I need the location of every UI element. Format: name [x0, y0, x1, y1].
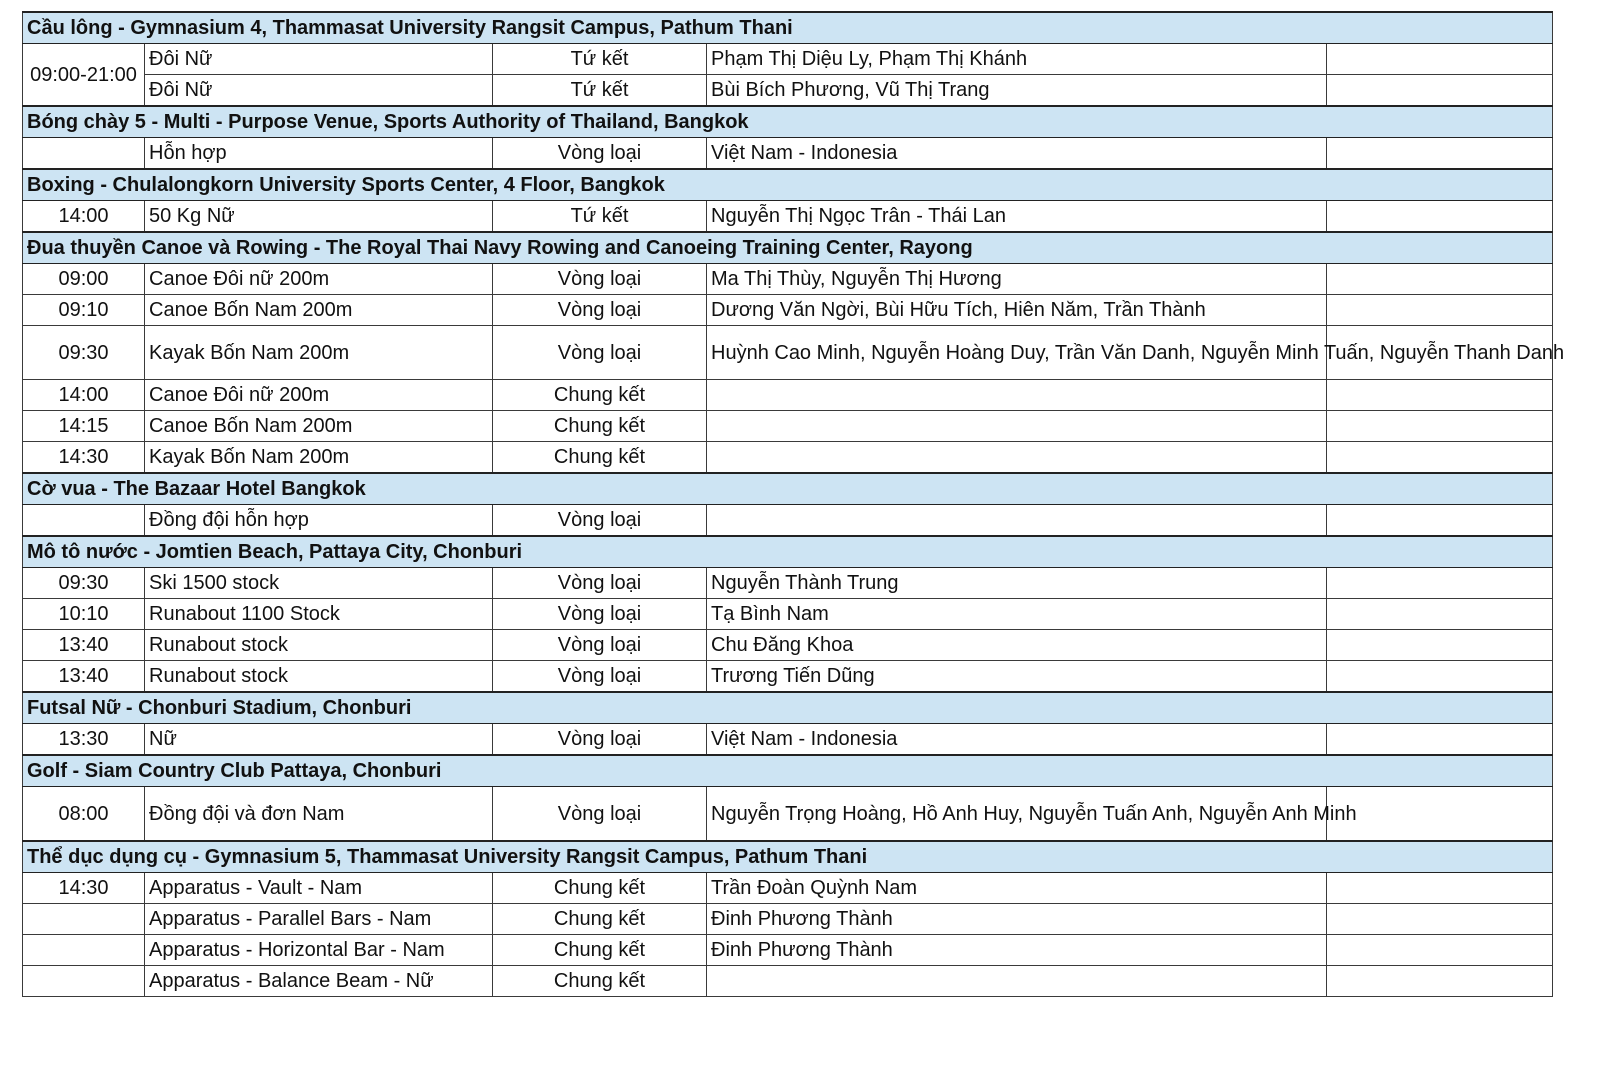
time-cell — [23, 966, 145, 997]
athletes-cell: Trương Tiến Dũng — [707, 661, 1327, 693]
round-cell: Chung kết — [493, 904, 707, 935]
section-title: Golf - Siam Country Club Pattaya, Chonburi — [23, 755, 1553, 787]
empty-cell — [1327, 568, 1553, 599]
table-row — [23, 599, 1553, 630]
event-cell: Đôi Nữ — [145, 44, 493, 75]
time-cell — [23, 935, 145, 966]
round-cell: Vòng loại — [493, 724, 707, 756]
time-cell: 13:40 — [23, 630, 145, 661]
time-cell: 09:30 — [23, 326, 145, 380]
table-row — [23, 787, 1553, 842]
section-header — [23, 12, 1553, 44]
event-cell: Canoe Đôi nữ 200m — [145, 380, 493, 411]
round-cell: Vòng loại — [493, 787, 707, 842]
time-cell: 14:30 — [23, 442, 145, 474]
section-title: Thể dục dụng cụ - Gymnasium 5, Thammasat University Rangsit Campus, Pathum Thani — [23, 841, 1553, 873]
table-row — [23, 630, 1553, 661]
table-row — [23, 411, 1553, 442]
event-cell: Canoe Bốn Nam 200m — [145, 295, 493, 326]
round-cell: Tứ kết — [493, 44, 707, 75]
table-row — [23, 295, 1553, 326]
athletes-cell: Đinh Phương Thành — [707, 904, 1327, 935]
event-cell: Đôi Nữ — [145, 75, 493, 107]
section-title: Bóng chày 5 - Multi - Purpose Venue, Sports Authority of Thailand, Bangkok — [23, 106, 1553, 138]
time-cell: 13:40 — [23, 661, 145, 693]
empty-cell — [1327, 75, 1553, 107]
empty-cell — [1327, 264, 1553, 295]
round-cell: Vòng loại — [493, 599, 707, 630]
table-row — [23, 264, 1553, 295]
empty-cell — [1327, 966, 1553, 997]
event-cell: Kayak Bốn Nam 200m — [145, 326, 493, 380]
empty-cell — [1327, 442, 1553, 474]
athletes-cell — [707, 380, 1327, 411]
time-cell: 09:10 — [23, 295, 145, 326]
section-title: Cầu lông - Gymnasium 4, Thammasat University Rangsit Campus, Pathum Thani — [23, 12, 1553, 44]
time-cell: 14:15 — [23, 411, 145, 442]
empty-cell — [1327, 505, 1553, 537]
empty-cell — [1327, 661, 1553, 693]
section-header — [23, 536, 1553, 568]
event-cell: 50 Kg Nữ — [145, 201, 493, 233]
event-cell: Apparatus - Parallel Bars - Nam — [145, 904, 493, 935]
table-row — [23, 505, 1553, 537]
table-row — [23, 201, 1553, 233]
round-cell: Vòng loại — [493, 661, 707, 693]
round-cell: Chung kết — [493, 442, 707, 474]
athletes-cell — [707, 442, 1327, 474]
athletes-cell: Bùi Bích Phương, Vũ Thị Trang — [707, 75, 1327, 107]
table-row — [23, 75, 1553, 107]
round-cell: Vòng loại — [493, 505, 707, 537]
round-cell: Vòng loại — [493, 295, 707, 326]
empty-cell — [1327, 787, 1553, 842]
empty-cell — [1327, 935, 1553, 966]
event-cell: Đồng đội hỗn hợp — [145, 505, 493, 537]
event-cell: Canoe Đôi nữ 200m — [145, 264, 493, 295]
event-cell: Apparatus - Vault - Nam — [145, 873, 493, 904]
section-title: Cờ vua - The Bazaar Hotel Bangkok — [23, 473, 1553, 505]
event-cell: Đồng đội và đơn Nam — [145, 787, 493, 842]
athletes-cell: Việt Nam - Indonesia — [707, 138, 1327, 170]
event-cell: Hỗn hợp — [145, 138, 493, 170]
time-cell: 14:00 — [23, 201, 145, 233]
empty-cell — [1327, 295, 1553, 326]
athletes-cell: Trần Đoàn Quỳnh Nam — [707, 873, 1327, 904]
time-cell: 09:30 — [23, 568, 145, 599]
event-cell: Runabout 1100 Stock — [145, 599, 493, 630]
table-row — [23, 380, 1553, 411]
schedule-table — [22, 11, 1565, 997]
empty-cell — [1327, 873, 1553, 904]
empty-cell — [1327, 380, 1553, 411]
event-cell: Kayak Bốn Nam 200m — [145, 442, 493, 474]
time-cell: 14:30 — [23, 873, 145, 904]
time-cell: 08:00 — [23, 787, 145, 842]
time-cell — [23, 904, 145, 935]
time-cell: 13:30 — [23, 724, 145, 756]
section-title: Đua thuyền Canoe và Rowing - The Royal Thai Navy Rowing and Canoeing Training Center, Rayong — [23, 232, 1553, 264]
time-cell — [23, 505, 145, 537]
section-header — [23, 692, 1553, 724]
athletes-cell — [707, 966, 1327, 997]
athletes-cell: Việt Nam - Indonesia — [707, 724, 1327, 756]
event-cell: Runabout stock — [145, 630, 493, 661]
table-row — [23, 904, 1553, 935]
section-header — [23, 169, 1553, 201]
section-title: Boxing - Chulalongkorn University Sports Center, 4 Floor, Bangkok — [23, 169, 1553, 201]
empty-cell — [1327, 201, 1553, 233]
empty-cell — [1327, 138, 1553, 170]
table-row — [23, 138, 1553, 170]
section-header — [23, 473, 1553, 505]
time-cell: 14:00 — [23, 380, 145, 411]
athletes-cell: Phạm Thị Diệu Ly, Phạm Thị Khánh — [707, 44, 1327, 75]
section-header — [23, 232, 1553, 264]
athletes-cell: Chu Đăng Khoa — [707, 630, 1327, 661]
event-cell: Ski 1500 stock — [145, 568, 493, 599]
round-cell: Chung kết — [493, 411, 707, 442]
table-row — [23, 935, 1553, 966]
section-title: Futsal Nữ - Chonburi Stadium, Chonburi — [23, 692, 1553, 724]
athletes-cell — [707, 505, 1327, 537]
round-cell: Tứ kết — [493, 201, 707, 233]
round-cell: Vòng loại — [493, 264, 707, 295]
round-cell: Chung kết — [493, 873, 707, 904]
event-cell: Apparatus - Horizontal Bar - Nam — [145, 935, 493, 966]
athletes-cell: Ma Thị Thùy, Nguyễn Thị Hương — [707, 264, 1327, 295]
athletes-cell: Nguyễn Trọng Hoàng, Hồ Anh Huy, Nguyễn Tuấn Anh, Nguyễn Anh Minh — [707, 787, 1327, 842]
event-cell: Apparatus - Balance Beam - Nữ — [145, 966, 493, 997]
round-cell: Chung kết — [493, 935, 707, 966]
athletes-cell: Tạ Bình Nam — [707, 599, 1327, 630]
section-header — [23, 755, 1553, 787]
event-cell: Canoe Bốn Nam 200m — [145, 411, 493, 442]
section-header — [23, 106, 1553, 138]
round-cell: Vòng loại — [493, 630, 707, 661]
empty-cell — [1327, 630, 1553, 661]
event-cell: Nữ — [145, 724, 493, 756]
section-header — [23, 841, 1553, 873]
table-row — [23, 724, 1553, 756]
empty-cell — [1327, 904, 1553, 935]
table-row — [23, 873, 1553, 904]
athletes-cell: Nguyễn Thị Ngọc Trân - Thái Lan — [707, 201, 1327, 233]
empty-cell — [1327, 44, 1553, 75]
table-row — [23, 326, 1553, 380]
table-row — [23, 568, 1553, 599]
empty-cell — [1327, 599, 1553, 630]
section-title: Mô tô nước - Jomtien Beach, Pattaya City, Chonburi — [23, 536, 1553, 568]
round-cell: Vòng loại — [493, 326, 707, 380]
time-cell: 10:10 — [23, 599, 145, 630]
empty-cell — [1327, 411, 1553, 442]
athletes-cell: Đinh Phương Thành — [707, 935, 1327, 966]
event-cell: Runabout stock — [145, 661, 493, 693]
athletes-cell — [707, 411, 1327, 442]
round-cell: Chung kết — [493, 966, 707, 997]
athletes-cell: Nguyễn Thành Trung — [707, 568, 1327, 599]
table-row — [23, 966, 1553, 997]
table-row — [23, 44, 1553, 75]
round-cell: Tứ kết — [493, 75, 707, 107]
time-cell: 09:00 — [23, 264, 145, 295]
round-cell: Vòng loại — [493, 568, 707, 599]
round-cell: Chung kết — [493, 380, 707, 411]
empty-cell — [1327, 724, 1553, 756]
athletes-cell: Dương Văn Ngời, Bùi Hữu Tích, Hiên Năm, Trần Thành — [707, 295, 1327, 326]
time-cell: 09:00-21:00 — [23, 44, 145, 107]
athletes-cell: Huỳnh Cao Minh, Nguyễn Hoàng Duy, Trần Văn Danh, Nguyễn Minh Tuấn, Nguyễn Thanh Danh — [707, 326, 1327, 380]
time-cell — [23, 138, 145, 170]
round-cell: Vòng loại — [493, 138, 707, 170]
table-row — [23, 442, 1553, 474]
table-row — [23, 661, 1553, 693]
